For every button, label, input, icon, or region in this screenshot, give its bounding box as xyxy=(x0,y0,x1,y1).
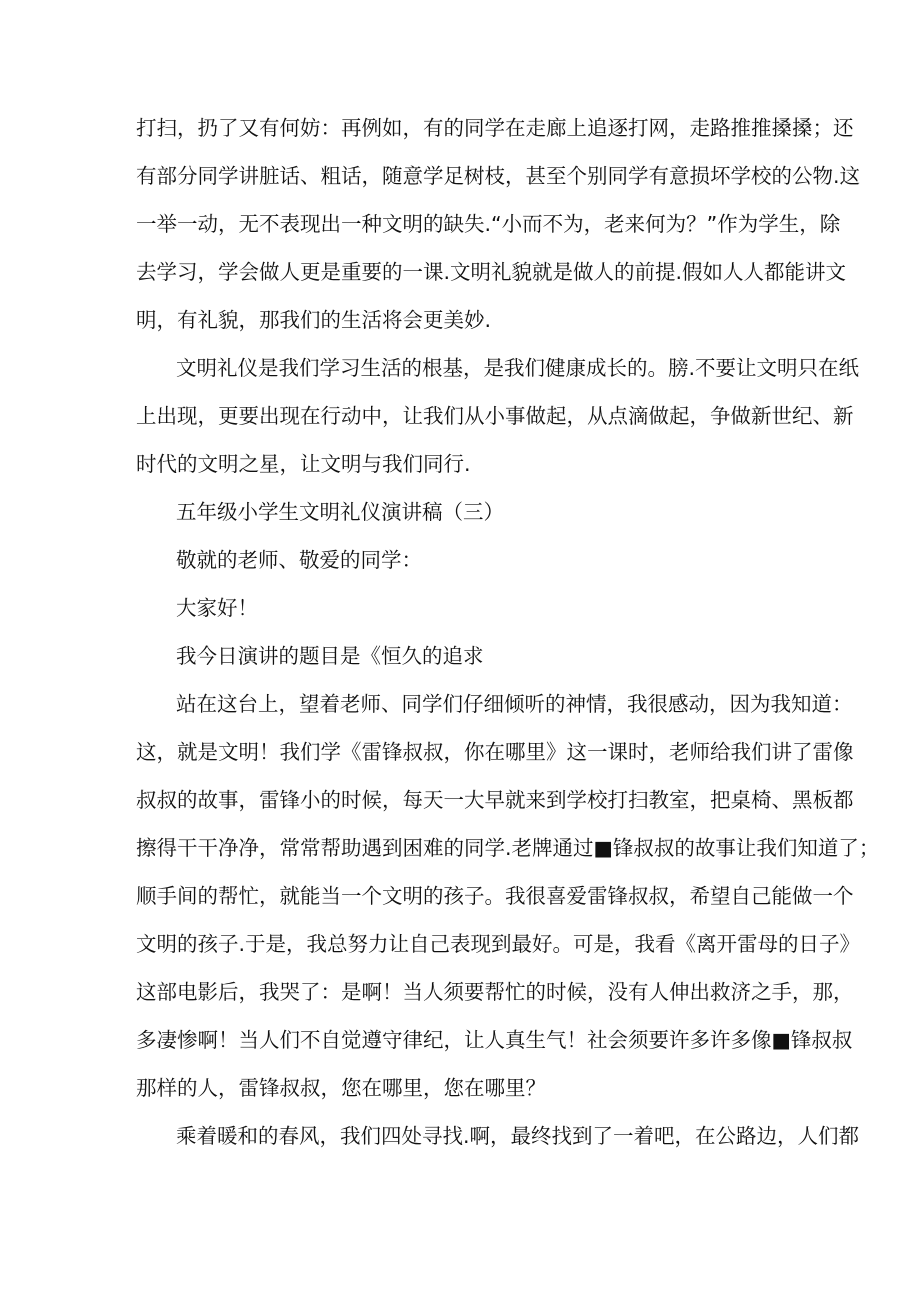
text-line: 我今日演讲的题目是《恒久的追求 xyxy=(176,644,484,668)
text-line: 擦得干干净净，常常帮助遇到困难的同学.老牌通过■锋叔叔的故事让我们知道了； xyxy=(136,836,880,860)
text-line: 上出现，更要出现在行动中，让我们从小事做起，从点滴做起，争做新世纪、新 xyxy=(136,404,854,428)
document-body xyxy=(136,104,880,1160)
text-line: 明，有礼貌，那我们的生活将会更美妙. xyxy=(136,308,492,332)
text-line: 文明礼仪是我们学习生活的根基，是我们健康成长的。膀.不要让文明只在纸 xyxy=(176,356,860,380)
text-line: 这，就是文明！我们学《雷锋叔叔，你在哪里》这一课时，老师给我们讲了雷像 xyxy=(136,740,854,764)
paragraph xyxy=(136,104,861,344)
text-line: 这部电影后，我哭了：是啊！当人须要帮忙的时候，没有人伸出救济之手，那， xyxy=(136,980,854,1004)
text-line: 叔叔的故事，雷锋小的时候，每天一大早就来到学校打扫教室，把桌椅、黑板都 xyxy=(136,788,854,812)
paragraph xyxy=(136,680,880,1112)
text-line: 有部分同学讲脏话、粗话，随意学足树枝，甚至个别同学有意损坏学校的公物.这 xyxy=(136,164,861,188)
text-line: 一举一动，无不表现出一种文明的缺失.“小而不为，老来何为？”作为学生，除 xyxy=(136,212,841,236)
paragraph xyxy=(136,584,786,632)
text-line: 站在这台上，望着老师、同学们仔细倾听的神情，我很感动，因为我知道： xyxy=(176,692,853,716)
text-line: 去学习，学会做人更是重要的一课.文明礼貌就是做人的前提.假如人人都能讲文 xyxy=(136,260,847,284)
paragraph xyxy=(136,1112,860,1160)
text-line: 乘着暖和的春风，我们四处寻找.啊，最终找到了一着吧，在公路边，人们都 xyxy=(176,1124,860,1148)
text-line: 时代的文明之星，让文明与我们同行. xyxy=(136,452,471,476)
text-line: 文明的孩子.于是，我总努力让自己表现到最好。可是，我看《离开雷母的日子》 xyxy=(136,932,861,956)
paragraph xyxy=(136,344,860,488)
text-line: 那样的人，雷锋叔叔，您在哪里，您在哪里？ xyxy=(136,1076,546,1100)
text-line: 大家好！ xyxy=(176,596,258,620)
paragraph xyxy=(136,632,786,680)
text-line: 打扫，扔了又有何妨：再例如，有的同学在走廊上追逐打网，走路推推搡搡；还 xyxy=(136,116,854,140)
text-line: 五年级小学生文明礼仪演讲稿（三） xyxy=(176,500,504,524)
text-line: 敬就的老师、敬爱的同学： xyxy=(176,548,422,572)
paragraph xyxy=(136,488,786,536)
paragraph xyxy=(136,536,786,584)
text-line: 顺手间的帮忙，就能当一个文明的孩子。我很喜爱雷锋叔叔，希望自己能做一个 xyxy=(136,884,854,908)
text-line: 多凄惨啊！当人们不自觉遵守律纪，让人真生气！社会须要许多许多像■锋叔叔 xyxy=(136,1028,853,1052)
